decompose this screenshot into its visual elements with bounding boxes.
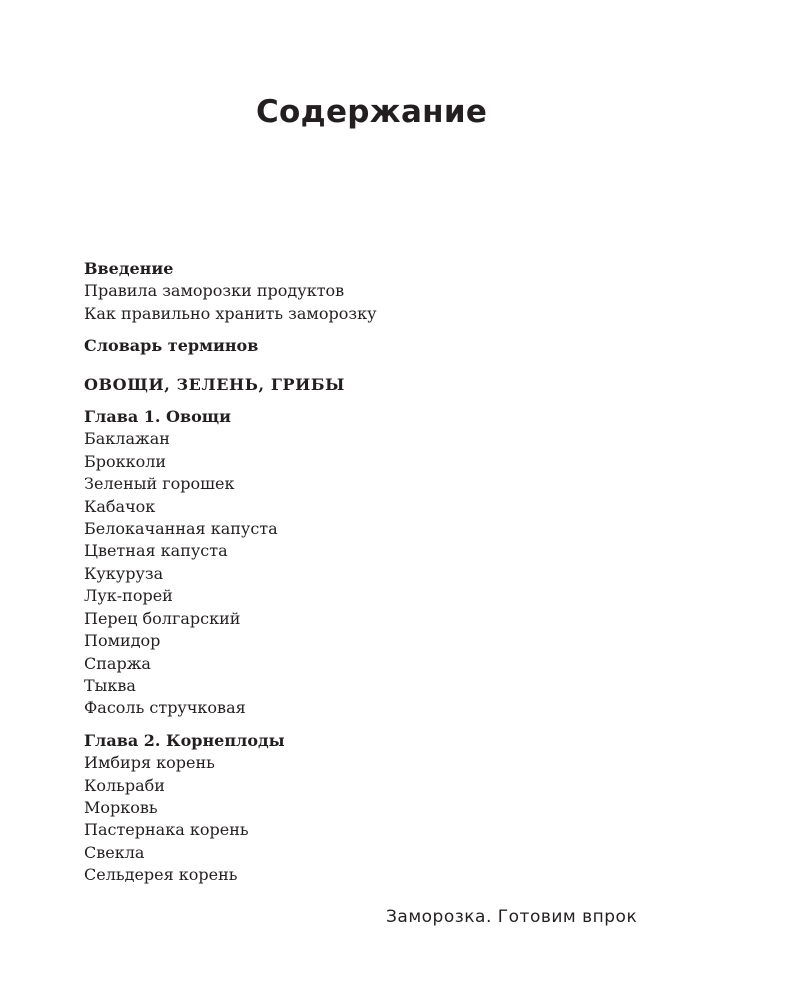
toc-entry[interactable]: Пастернака корень (84, 820, 249, 840)
toc-entry[interactable]: Как правильно хранить заморозку (84, 303, 377, 323)
toc-entry[interactable]: Морковь (84, 797, 158, 817)
toc-entry[interactable]: Свекла (84, 842, 145, 862)
toc-chapter-2-heading[interactable]: Глава 2. Корнеплоды (84, 730, 285, 750)
toc-entry[interactable]: Кабачок (84, 496, 156, 516)
toc-entry[interactable]: Правила заморозки продуктов (84, 281, 345, 301)
running-footer: Заморозка. Готовим впрок (386, 907, 638, 927)
toc-entry[interactable]: Имбиря корень (84, 753, 215, 773)
toc-entry[interactable]: Тыква (84, 675, 136, 695)
toc-chapter-1-heading[interactable]: Глава 1. Овощи (84, 407, 231, 427)
spacer (84, 396, 644, 406)
spacer (84, 325, 644, 335)
toc-entry[interactable]: Белокачанная капуста (84, 519, 278, 539)
toc-entry[interactable]: Фасоль стручковая (84, 698, 246, 718)
toc-entry[interactable]: Зеленый горошек (84, 474, 235, 494)
toc-entry[interactable]: Цветная капуста (84, 541, 228, 561)
toc-part-heading[interactable]: ОВОЩИ, ЗЕЛЕНЬ, ГРИБЫ (84, 374, 345, 394)
toc-entry[interactable]: Помидор (84, 631, 161, 651)
spacer (84, 720, 644, 730)
table-of-contents (84, 258, 644, 887)
toc-section-intro[interactable]: Введение (84, 259, 174, 278)
toc-entry[interactable]: Лук-порей (84, 586, 173, 606)
spacer (84, 358, 644, 374)
toc-entry[interactable]: Спаржа (84, 653, 151, 673)
toc-entry[interactable]: Брокколи (84, 451, 167, 471)
toc-entry[interactable]: Сельдерея корень (84, 865, 238, 885)
toc-entry[interactable]: Кольраби (84, 775, 165, 795)
toc-entry[interactable]: Перец болгарский (84, 608, 241, 628)
page-title: Содержание (256, 94, 488, 130)
toc-entry[interactable]: Кукуруза (84, 563, 164, 583)
toc-section-glossary[interactable]: Словарь терминов (84, 336, 259, 356)
toc-entry[interactable]: Баклажан (84, 429, 170, 449)
